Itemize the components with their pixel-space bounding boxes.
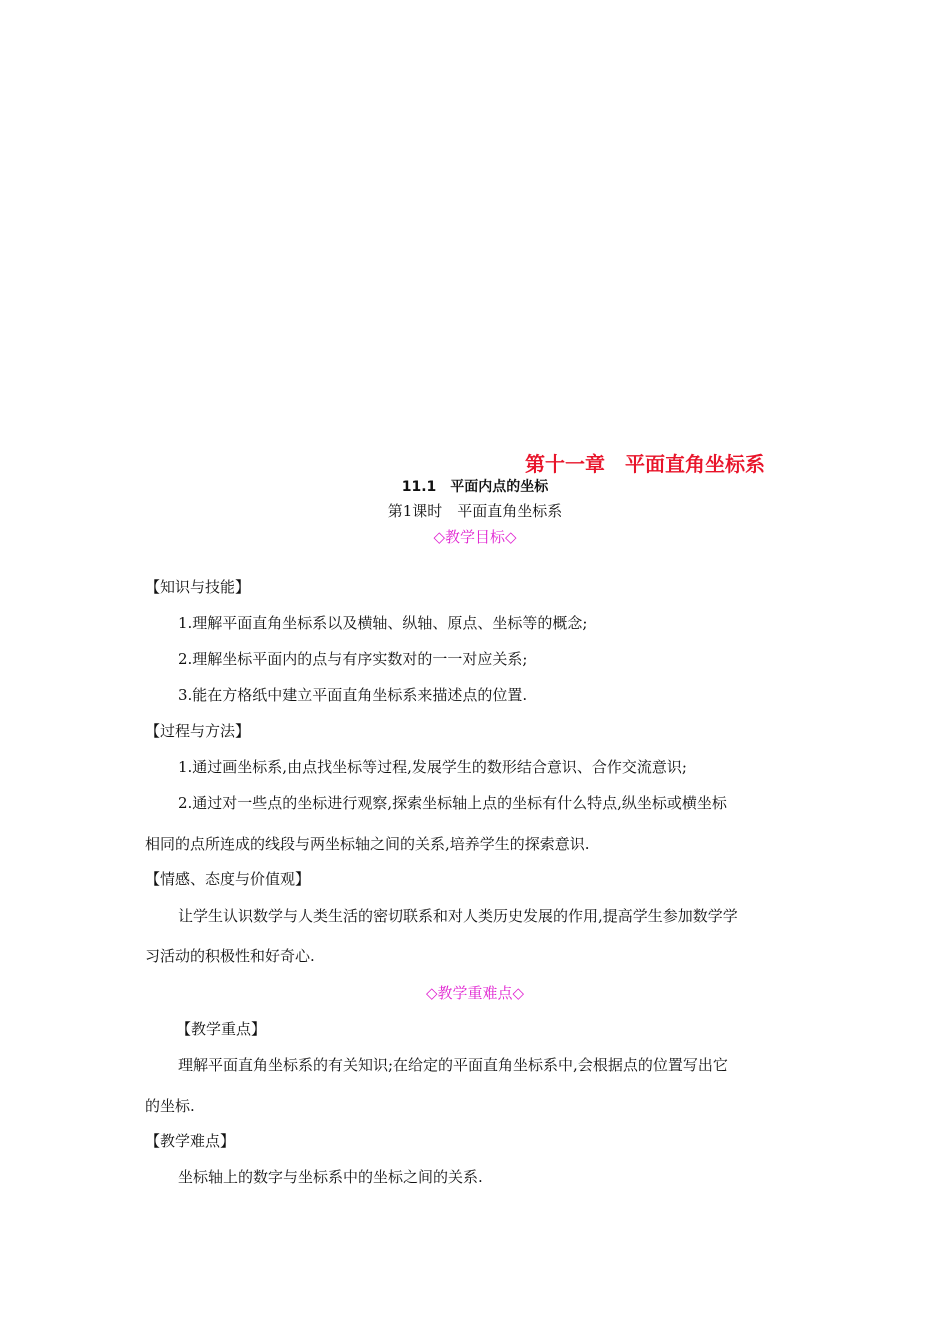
- difficulties-line-1: 坐标轴上的数字与坐标系中的坐标之间的关系.: [178, 1168, 483, 1186]
- emotion-heading: 【情感、态度与价值观】: [145, 870, 311, 888]
- chapter-title: 第十一章 平面直角坐标系: [525, 452, 765, 476]
- section-title: 11.1 平面内点的坐标: [401, 479, 549, 495]
- process-heading: 【过程与方法】: [145, 722, 251, 740]
- key-points-heading: 【教学重点】: [176, 1020, 267, 1038]
- difficulties-heading: 【教学难点】: [145, 1132, 236, 1150]
- key-banner: ◇教学重难点◇: [425, 984, 525, 1002]
- knowledge-item-2: 2.理解坐标平面内的点与有序实数对的一一对应关系;: [178, 650, 528, 668]
- knowledge-item-1: 1.理解平面直角坐标系以及横轴、纵轴、原点、坐标等的概念;: [178, 614, 588, 632]
- process-item-2-line-2: 相同的点所连成的线段与两坐标轴之间的关系,培养学生的探索意识.: [145, 835, 590, 853]
- objectives-banner: ◇教学目标◇: [433, 528, 517, 546]
- process-item-2-line-1: 2.通过对一些点的坐标进行观察,探索坐标轴上点的坐标有什么特点,纵坐标或横坐标: [178, 794, 727, 812]
- knowledge-heading: 【知识与技能】: [145, 578, 251, 596]
- emotion-line-1: 让学生认识数学与人类生活的密切联系和对人类历史发展的作用,提高学生参加数学学: [178, 907, 738, 925]
- emotion-line-2: 习活动的积极性和好奇心.: [145, 947, 315, 965]
- process-item-1: 1.通过画坐标系,由点找坐标等过程,发展学生的数形结合意识、合作交流意识;: [178, 758, 687, 776]
- lesson-title: 第1课时 平面直角坐标系: [387, 502, 563, 520]
- key-points-line-1: 理解平面直角坐标系的有关知识;在给定的平面直角坐标系中,会根据点的位置写出它: [178, 1056, 728, 1074]
- key-points-line-2: 的坐标.: [145, 1097, 195, 1115]
- knowledge-item-3: 3.能在方格纸中建立平面直角坐标系来描述点的位置.: [178, 686, 528, 704]
